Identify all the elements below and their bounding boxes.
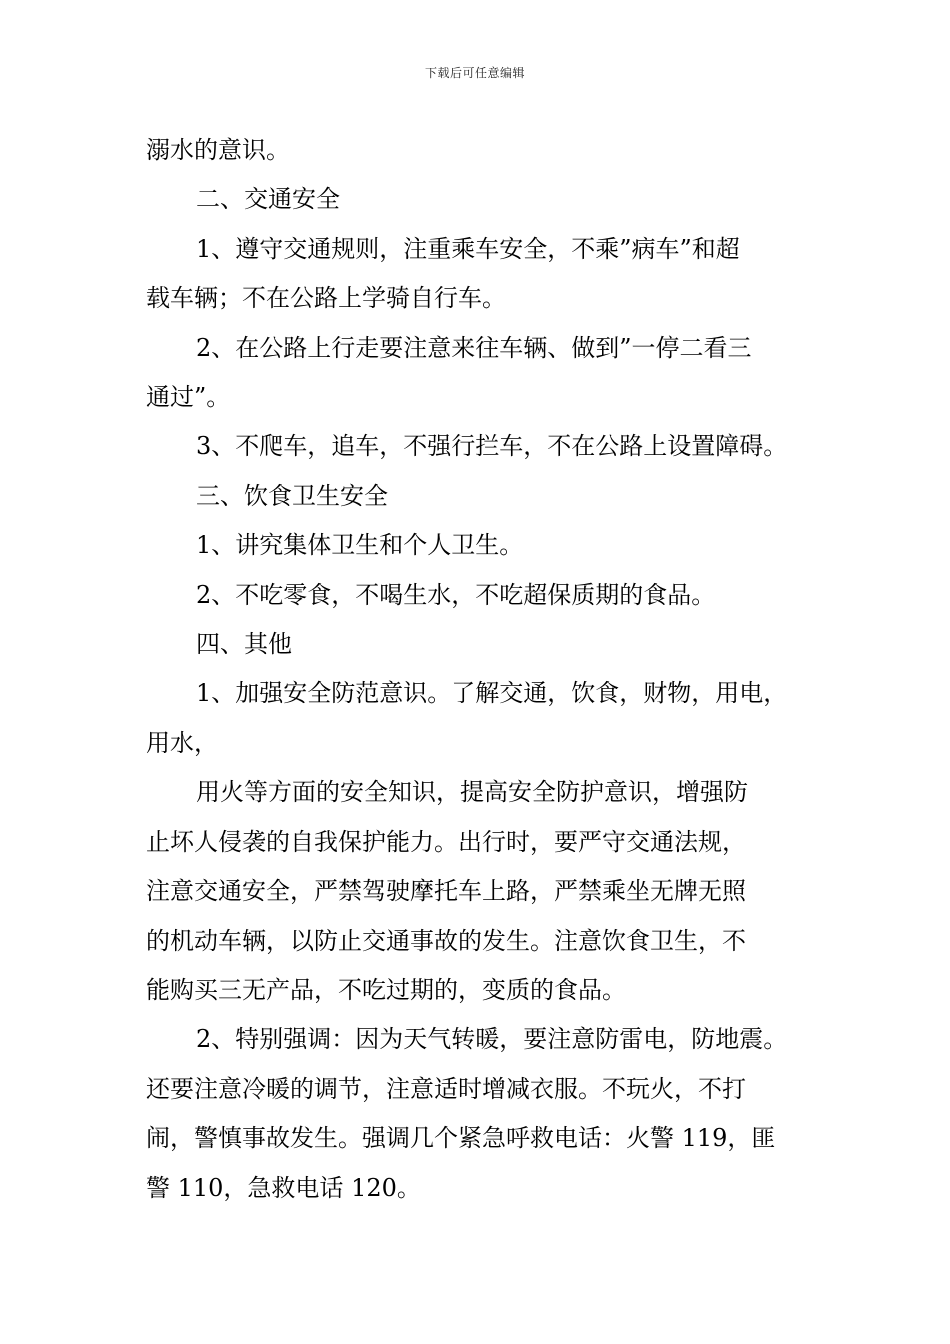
- text-line: 载车辆；不在公路上学骑自行车。: [146, 284, 506, 313]
- text-line: 止坏人侵袭的自我保护能力。出行时，要严守交通法规，: [146, 827, 746, 856]
- document-body: [146, 126, 826, 1213]
- text-line: 1、加强安全防范意识。了解交通，饮食，财物，用电，: [196, 679, 788, 708]
- text-line: 1、讲究集体卫生和个人卫生。: [196, 531, 524, 560]
- text-line: 的机动车辆，以防止交通事故的发生。注意饮食卫生，不: [146, 926, 746, 955]
- section-heading-other: 四、其他: [196, 630, 292, 659]
- text-line: 能购买三无产品，不吃过期的，变质的食品。: [146, 975, 626, 1004]
- text-line: 3、不爬车，追车，不强行拦车，不在公路上设置障碍。: [196, 432, 788, 461]
- text-line: 注意交通安全，严禁驾驶摩托车上路，严禁乘坐无牌无照: [146, 877, 746, 906]
- text-line: 警 110，急救电话 120。: [146, 1173, 421, 1202]
- text-line: 还要注意冷暖的调节，注意适时增减衣服。不玩火，不打: [146, 1074, 746, 1103]
- text-line: 用水，: [146, 728, 218, 757]
- text-line: 用火等方面的安全知识，提高安全防护意识，增强防: [196, 778, 748, 807]
- text-line: 通过”。: [146, 383, 231, 412]
- text-line: 2、在公路上行走要注意来往车辆、做到”一停二看三: [196, 333, 752, 362]
- text-line: 2、特别强调：因为天气转暖，要注意防雷电，防地震。: [196, 1025, 788, 1054]
- text-line: 2、不吃零食，不喝生水，不吃超保质期的食品。: [196, 580, 716, 609]
- page-header: 下载后可任意编辑: [424, 66, 525, 80]
- section-heading-traffic-safety: 二、交通安全: [196, 185, 340, 214]
- text-line: 溺水的意识。: [146, 136, 290, 164]
- text-line: 1、遵守交通规则，注重乘车安全，不乘”病车”和超: [196, 234, 740, 263]
- text-line: 闹，警慎事故发生。强调几个紧急呼救电话：火警 119，匪: [146, 1124, 776, 1153]
- section-heading-food-safety: 三、饮食卫生安全: [196, 481, 388, 510]
